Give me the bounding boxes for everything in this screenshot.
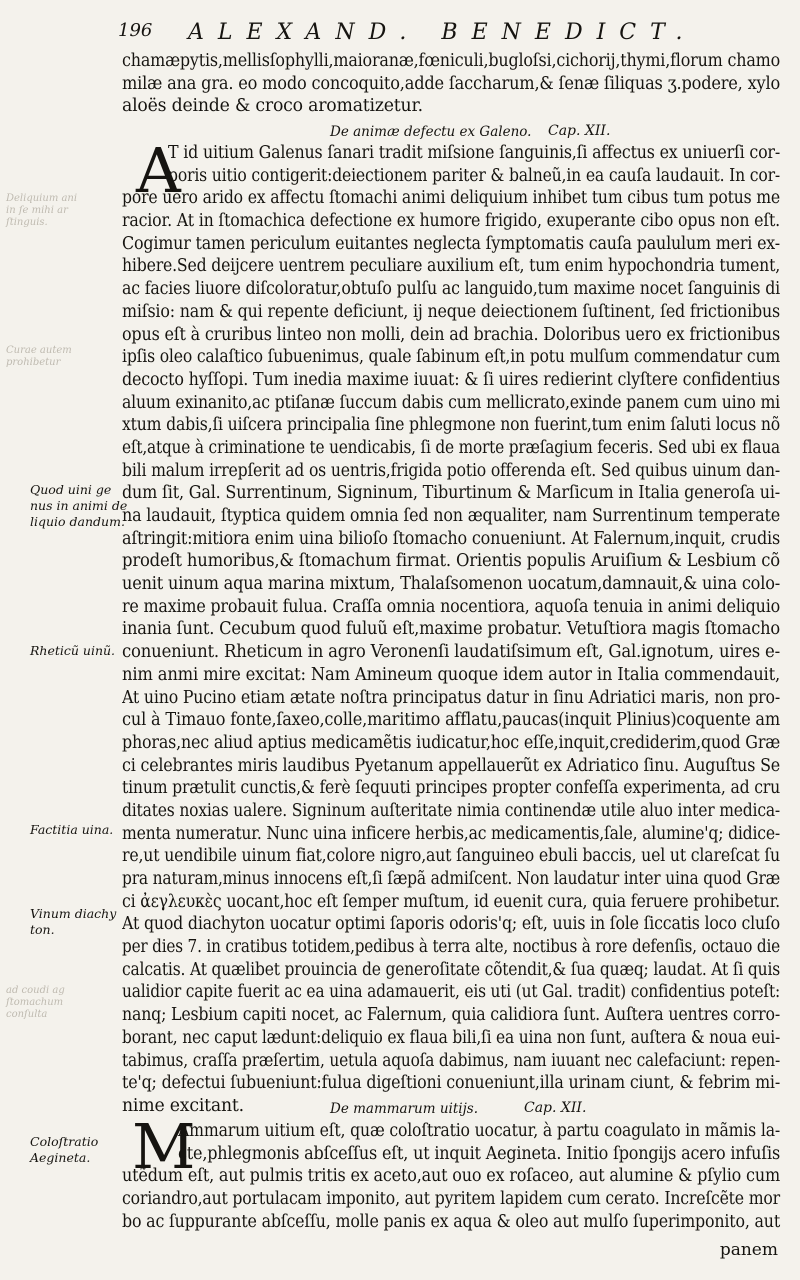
text-line: racior. At in ſtomachica defectione ex humore frigido, exuperante cibo opus non eſt. [122,211,780,232]
text-line: inania ſunt. Cecubum quod fuluũ eſt,maxime probatur. Vetuſtiora magis ſtomacho [122,619,780,640]
text-line: chamæpytis,mellisſophylli,maioranæ,fœniculi,bugloſsi,cichorij,thymi,florum chamo [122,51,780,71]
section-title: De animæ defectu ex Galeno. [330,124,532,140]
margin-note: Quod uini ge nus in animi de liquio dandum. [30,482,128,529]
text-line: hibere.Sed deijcere uentrem peculiare auxilium eſt, tum enim hypochondria tument, [122,256,780,277]
text-line: eſt,atque à criminatione te uendicabis, ſi de morte præſagium feceris. Sed ubi ex flaua [122,437,780,458]
text-line: per dies 7. in cratibus totidem,pedibus à terra alte, noctibus à rore defenſis, octauo die [122,937,780,958]
text-line: aloës deinde & croco aromatizetur. [122,96,423,117]
text-line: At uino Pucino etiam ætate noſtra principatus datur in ſinu Adriatici maris, non pro- [122,687,780,708]
text-line: T id uitium Galenus ſanari tradit miſsione ſanguinis,ſi affectus ex uniuerſi cor- [168,143,780,163]
text-line: coriandro,aut portulacam imponito, aut pyritem lapidem cum cerato. Increſcẽte mor [122,1189,780,1210]
text-line: cul à Timauo fonte,ſaxeo,colle,maritimo afflatu,paucas(inquit Plinius)coquente am [122,710,780,731]
text-line: tabimus, craſſa præſertim, uetula aquoſa dabimus, nam iuuant nec calefaciunt: repen- [122,1050,780,1071]
text-line: nanq; Lesbium capiti nocet, ac Falernum, quia calidiora ſunt. Auſtera uentres corro- [122,1005,780,1026]
text-line: opus eſt à cruribus linteo non molli, dein ad brachia. Doloribus uero ex frictionibus [122,324,780,345]
margin-note: Rheticũ uinũ. [30,643,116,658]
text-line: cte,phlegmonis abſceſſus eſt, ut inquit Aegineta. Initio ſpongijs acero infuſis [178,1143,780,1164]
margin-note: Vinum diachy ton. [30,906,117,937]
drop-cap-initial: M [132,1110,196,1183]
section-body [122,134,782,1118]
section-body [122,1120,782,1233]
text-line: ci ἀεγλευκὲς uocant,hoc eſt ſemper muſtum, id euenit cura, quia feruere prohibetur. [122,891,780,912]
chapter-label: Cap. XII. [548,123,611,139]
text-line: prodeſt humoribus,& ſtomachum firmat. Orientis populis Aruiſium & Lesbium cõ [122,551,780,572]
text-line: tinum prætulit cunctis,& ferè ſequuti principes propter confeſſa experimenta, ad cru [122,778,780,799]
text-line: uenit uinum aqua marina mixtum, Thalaſsomenon uocatum,damnauit,& uina colo- [122,574,780,595]
text-line: miſsio: nam & qui repente deficiunt, ij neque deiectionem ſuſtinent, ſed frictionibus [122,301,780,322]
margin-note: Factitia uina. [30,822,114,837]
text-line: ipſis oleo calaſtico ſubuenimus, quale ſabinum eſt,in potu mulſum commendatur cum [122,347,780,368]
section-title: De mammarum uitijs. [330,1101,479,1117]
catchword: panem [719,1240,778,1260]
text-line: aſtringit:mitiora enim uina bilioſo ſtomacho conueniunt. At Falernum,inquit, crudis [122,528,780,549]
chapter-label: Cap. XII. [524,1100,587,1116]
page-header [118,20,780,50]
text-line: conueniunt. Rheticum in agro Veronenſi laudatiſsimum eſt, Gal.ignotum, uires e- [122,642,780,663]
page-number: 196 [118,20,153,41]
text-line: poris uitio contigerit:deiectionem pariter & balneũ,in ea cauſa laudauit. In cor- [168,165,780,186]
bleed-through-text: Curae autem prohibetur [6,345,72,368]
text-line: ac facies liuore diſcoloratur,obtuſo pulſu ac languido,tum maxime nocet ſanguinis di [122,279,780,300]
text-line: borant, nec caput lædunt:deliquio ex flaua bili,ſi ea uina non ſunt, auſtera & noua eui- [122,1027,780,1048]
text-line: dum ſit, Gal. Surrentinum, Signinum, Tiburtinum & Marſicum in Italia generoſa ui- [122,483,780,504]
text-line: te'q; defectui ſubueniunt:fulua digeſtioni conueniunt,illa urinam ciunt, & febrim mi- [122,1073,780,1094]
text-line: bili malum irrepſerit ad os uentris,frigida potio offerenda eſt. Sed quibus uinum dan- [122,460,780,481]
text-line: na laudauit, ſtyptica quidem omnia ſed non æqualiter, nam Surrentinum temperate [122,506,780,526]
text-line: At quod diachyton uocatur optimi ſaporis odoris'q; eſt, uuis in ſole ſiccatis loco cluſo [122,914,780,935]
text-line: pra naturam,minus innocens eſt,ſi ſæpã admiſcent. Non laudatur inter uina quod Græ [122,869,780,889]
text-line: decocto hyſſopi. Tum inedia maxime iuuat: & ſi uires redierint clyſtere confidentius [122,369,780,390]
opening-paragraph [122,50,782,118]
drop-cap-initial: A [136,134,181,207]
text-line: Ammarum uitium eſt, quæ coloſtratio uocatur, à partu coagulato in mãmis la- [178,1121,780,1141]
text-line: phoras,nec aliud aptius medicamẽtis iudicatur,hoc eſſe,inquit,crediderim,quod Græ [122,732,780,753]
text-line: ci celebrantes miris laudibus Pyetanum appellauerũt ex Adriatico ſinu. Auguſtus Se [122,755,780,776]
bleed-through-text: ad coudi ag ſtomachum conſulta [6,985,65,1020]
text-line: milæ ana gra. eo modo concoquito,adde ſaccharum,& ſenæ ſiliquas ʒ.podere, xylo [122,73,780,94]
text-line: ualidior capite fuerit ac ea uina adamauerit, eis uti (ut Gal. tradit) confidentius poteſt: [122,982,780,1003]
text-line: bo ac ſuppurante abſceſſu, molle panis ex aqua & oleo aut mulſo ſuperimponito, aut [122,1211,780,1232]
text-line: aluum exinanito,ac ptiſanæ ſuccum dabis cum mellicrato,exinde panem cum uino mi [122,392,780,413]
text-line: pore uero arido ex affectu ſtomachi animi deliquium inhibet tum cibus tum potus me [122,188,780,209]
bleed-through-text: Deliquium ani in ſe mihi ar ſtinguis. [6,193,78,228]
text-line: nime excitant. [122,1095,244,1116]
text-line: re,ut uendibile uinum fiat,colore nigro,aut ſanguineo ebuli baccis, uel ut clareſcat ſu [122,846,780,867]
text-line: re maxime probauit fulua. Craſſa omnia nocentiora, aquoſa tenuia in animi deliquio [122,596,780,617]
text-line: Cogimur tamen periculum euitantes neglecta ſymptomatis cauſa paululum meri ex- [122,233,780,254]
text-line: calcatis. At quælibet prouincia de generoſitate cõtendit,& ſua quæq; laudat. At ſi quis [122,959,780,980]
text-line: nim anmi mire excitat: Nam Amineum quoque idem autor in Italia commendauit, [122,664,780,685]
text-line: utẽdum eſt, aut pulmis tritis ex aceto,aut ouo ex roſaceo, aut alumine & pſylio cum [122,1166,780,1187]
text-line: xtum dabis,ſi uiſcera principalia ſine phlegmone non fuerint,tum enim ſaluti locus nõ [122,415,780,436]
text-line: menta numeratur. Nunc uina inficere herbis,ac medicamentis,ſale, alumine'q; didice- [122,823,780,844]
running-head: ALEXAND. BENEDICT. [188,20,697,45]
text-line: ditates noxias ualere. Signinum auſteritate nimia continendæ utile aluo inter medica- [122,800,780,821]
margin-note: Coloſtratio Aegineta. [30,1134,99,1165]
